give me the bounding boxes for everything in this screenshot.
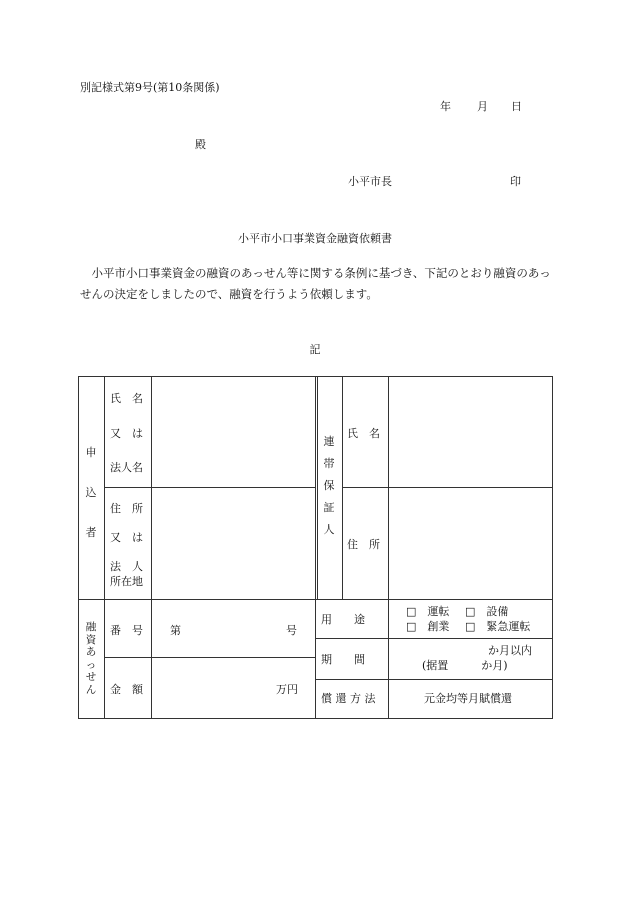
loan-amount-unit: 万円 (276, 683, 298, 696)
deferment-months: (据置 か月) (422, 659, 508, 672)
date-year: 年 (440, 100, 451, 113)
loan-section-label: 融資あっせん (85, 621, 97, 696)
guarantor-section-label: 連帯保証人 (323, 435, 335, 536)
seal-mark: 印 (510, 175, 521, 188)
period-months: か月以内 (488, 644, 532, 657)
purpose-option-equipment[interactable]: □ 設備 (465, 605, 509, 618)
repayment-label: 償 還 方 法 (321, 692, 376, 705)
repayment-method: 元金均等月賦償還 (424, 692, 512, 705)
period-label: 期 間 (321, 653, 365, 666)
purpose-option-emergency[interactable]: □ 緊急運転 (465, 620, 531, 633)
form-number: 別記様式第9号(第10条関係) (80, 81, 220, 94)
guarantor-name-field[interactable] (389, 377, 551, 486)
guarantor-address-field[interactable] (389, 488, 551, 598)
purpose-option-startup[interactable]: □ 創業 (406, 620, 450, 633)
ki-heading: 記 (309, 343, 321, 356)
date-month: 月 (477, 100, 488, 113)
purpose-option-working[interactable]: □ 運転 (406, 605, 450, 618)
date-day: 日 (511, 100, 522, 113)
applicant-section-label: 申込者 (85, 446, 97, 539)
loan-number-label: 番 号 (110, 624, 143, 637)
document-title: 小平市小口事業資金融資依頼書 (238, 232, 392, 245)
purpose-label: 用 途 (321, 613, 365, 626)
loan-number-suffix: 号 (286, 624, 297, 637)
applicant-name-field[interactable] (152, 377, 314, 486)
loan-amount-label: 金 額 (110, 683, 143, 696)
applicant-address-field[interactable] (152, 488, 314, 598)
guarantor-name-label: 氏 名 (347, 427, 380, 440)
issuer: 小平市長 (348, 175, 392, 188)
addressee-suffix: 殿 (195, 138, 206, 151)
intro-paragraph: 小平市小口事業資金の融資のあっせん等に関する条例に基づき、下記のとおり融資のあっせんの決定をしましたので、融資を行うよう依頼します。 (80, 266, 551, 301)
loan-number-prefix: 第 (170, 624, 181, 637)
guarantor-address-label: 住 所 (347, 538, 380, 551)
